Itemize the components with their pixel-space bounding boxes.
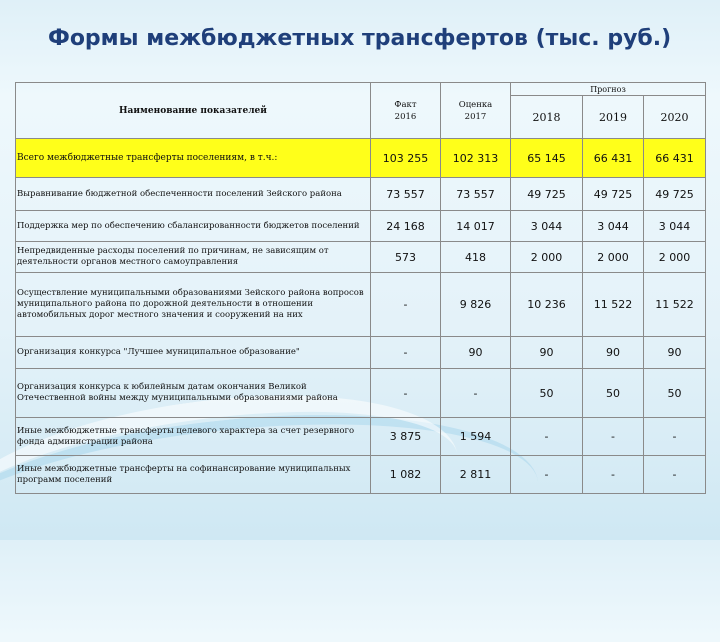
cell-forecast-2019: 90 (583, 337, 644, 369)
cell-forecast-2019: 49 725 (583, 178, 644, 211)
cell-estimate-2017: 1 594 (441, 418, 511, 456)
cell-fact-2016: 1 082 (371, 456, 441, 494)
header-name: Наименование показателей (16, 83, 371, 139)
cell-estimate-2017: 90 (441, 337, 511, 369)
table-row (16, 418, 706, 456)
row-name: Организация конкурса "Лучшее муниципальное образование" (16, 337, 371, 369)
cell-forecast-2018: 65 145 (511, 139, 583, 178)
cell-forecast-2018: 50 (511, 369, 583, 418)
header-year-2018: 2018 (511, 96, 583, 139)
cell-fact-2016: 24 168 (371, 211, 441, 242)
cell-fact-2016: - (371, 273, 441, 337)
cell-fact-2016: 573 (371, 242, 441, 273)
cell-forecast-2019: - (583, 456, 644, 494)
cell-estimate-2017: - (441, 369, 511, 418)
table-row (16, 337, 706, 369)
cell-forecast-2018: 2 000 (511, 242, 583, 273)
cell-fact-2016: - (371, 369, 441, 418)
cell-forecast-2018: - (511, 418, 583, 456)
table-row (16, 369, 706, 418)
cell-forecast-2020: 90 (644, 337, 706, 369)
cell-forecast-2020: - (644, 456, 706, 494)
cell-estimate-2017: 102 313 (441, 139, 511, 178)
row-name: Организация конкурса к юбилейным датам окончания Великой Отечественной войны между муниципальными образованиями района (16, 369, 371, 418)
table-row (16, 273, 706, 337)
table-row-total (16, 139, 706, 178)
cell-fact-2016: 73 557 (371, 178, 441, 211)
row-name: Иные межбюджетные трансферты на софинансирование муниципальных программ поселений (16, 456, 371, 494)
header-estimate-year: 2017 (464, 111, 487, 122)
row-name: Иные межбюджетные трансферты целевого характера за счет резервного фонда администрации района (16, 418, 371, 456)
cell-forecast-2018: 3 044 (511, 211, 583, 242)
cell-fact-2016: - (371, 337, 441, 369)
page-title: Формы межбюджетных трансфертов (тыс. руб.) (48, 26, 672, 51)
table-row (16, 456, 706, 494)
header-fact (371, 83, 441, 139)
cell-fact-2016: 3 875 (371, 418, 441, 456)
header-fact-year: 2016 (394, 111, 417, 122)
cell-forecast-2018: 90 (511, 337, 583, 369)
header-year-2019: 2019 (583, 96, 644, 139)
table-row (16, 178, 706, 211)
cell-forecast-2020: 49 725 (644, 178, 706, 211)
cell-forecast-2020: 3 044 (644, 211, 706, 242)
transfers-table (15, 82, 706, 494)
cell-forecast-2018: 10 236 (511, 273, 583, 337)
header-estimate-label: Оценка (458, 99, 493, 110)
table-row (16, 211, 706, 242)
cell-estimate-2017: 73 557 (441, 178, 511, 211)
cell-forecast-2018: 49 725 (511, 178, 583, 211)
cell-forecast-2020: 11 522 (644, 273, 706, 337)
header-year-2020: 2020 (644, 96, 706, 139)
table-body (16, 139, 706, 494)
cell-forecast-2019: 11 522 (583, 273, 644, 337)
table-header (16, 83, 706, 139)
cell-forecast-2020: 2 000 (644, 242, 706, 273)
cell-forecast-2020: 66 431 (644, 139, 706, 178)
cell-estimate-2017: 9 826 (441, 273, 511, 337)
cell-forecast-2018: - (511, 456, 583, 494)
cell-fact-2016: 103 255 (371, 139, 441, 178)
cell-forecast-2019: 3 044 (583, 211, 644, 242)
row-name: Всего межбюджетные трансферты поселениям, в т.ч.: (16, 139, 371, 178)
row-name: Выравнивание бюджетной обеспеченности поселений Зейского района (16, 178, 371, 211)
row-name: Поддержка мер по обеспечению сбалансированности бюджетов поселений (16, 211, 371, 242)
cell-forecast-2019: - (583, 418, 644, 456)
header-estimate (441, 83, 511, 139)
cell-estimate-2017: 14 017 (441, 211, 511, 242)
cell-forecast-2020: 50 (644, 369, 706, 418)
cell-estimate-2017: 418 (441, 242, 511, 273)
table-row (16, 242, 706, 273)
header-fact-label: Факт (394, 99, 417, 110)
cell-forecast-2019: 50 (583, 369, 644, 418)
cell-forecast-2020: - (644, 418, 706, 456)
row-name: Осуществление муниципальными образованиями Зейского района вопросов муниципального района по дорожной деятельности в отношении автомобильных дорог местного значения и сооружений на них (16, 273, 371, 337)
header-forecast: Прогноз (511, 83, 706, 96)
cell-estimate-2017: 2 811 (441, 456, 511, 494)
cell-forecast-2019: 2 000 (583, 242, 644, 273)
row-name: Непредвиденные расходы поселений по причинам, не зависящим от деятельности органов местного самоуправления (16, 242, 371, 273)
cell-forecast-2019: 66 431 (583, 139, 644, 178)
